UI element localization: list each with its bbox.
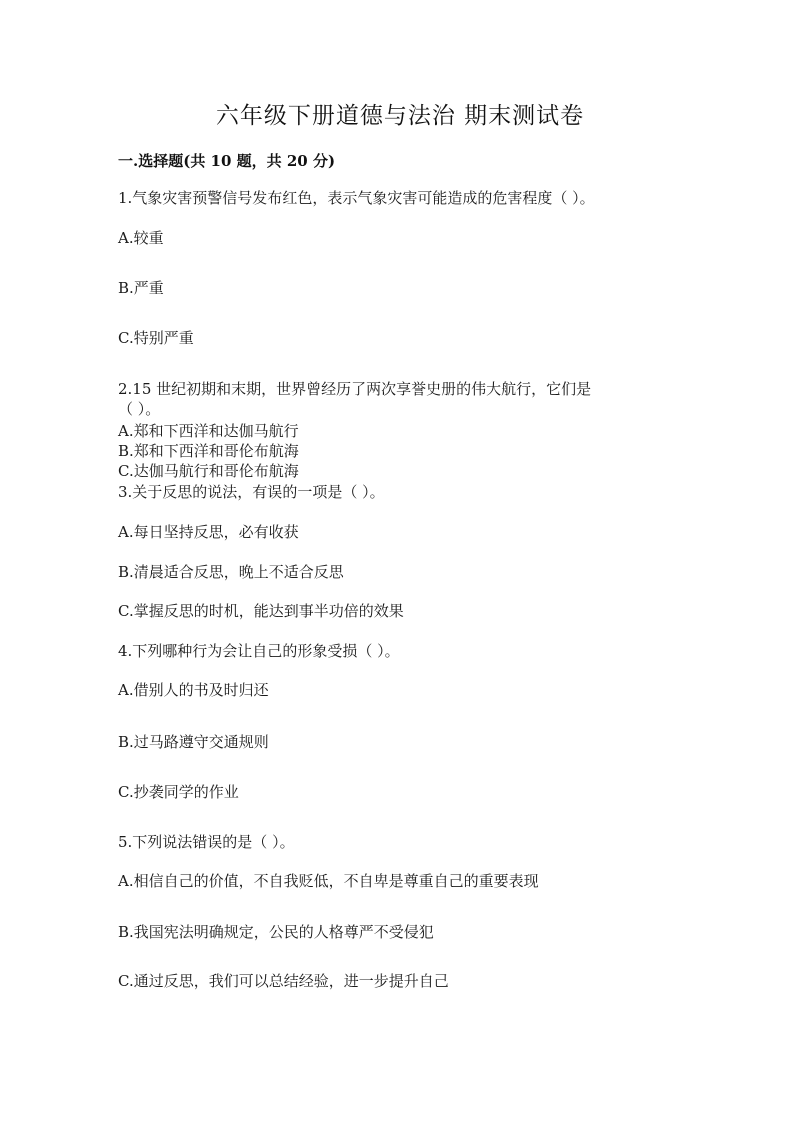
- question-5-option-c: C.通过反思，我们可以总结经验，进一步提升自己: [118, 972, 449, 990]
- question-stem-1: 1.气象灾害预警信号发布红色，表示气象灾害可能造成的危害程度（ ）。: [118, 189, 595, 207]
- question-1-option-c: C.特别严重: [118, 329, 194, 347]
- question-stem-4: 4.下列哪种行为会让自己的形象受损（ ）。: [118, 642, 400, 660]
- question-stem-2-continued: （ ）。: [118, 400, 161, 418]
- question-3-option-b: B.清晨适合反思，晚上不适合反思: [118, 563, 344, 581]
- question-2-option-c: C.达伽马航行和哥伦布航海: [118, 462, 299, 480]
- section-heading: 一.选择题(共 10 题，共 20 分): [118, 152, 336, 170]
- question-stem-5: 5.下列说法错误的是（ ）。: [118, 833, 295, 851]
- question-5-option-a: A.相信自己的价值，不自我贬低，不自卑是尊重自己的重要表现: [118, 872, 539, 890]
- question-stem-3: 3.关于反思的说法，有误的一项是（ ）。: [118, 483, 385, 501]
- question-1-option-b: B.严重: [118, 279, 164, 297]
- question-1-option-a: A.较重: [118, 229, 164, 247]
- page-title: 六年级下册道德与法治 期末测试卷: [215, 103, 585, 129]
- question-2-option-a: A.郑和下西洋和达伽马航行: [118, 422, 299, 440]
- question-4-option-a: A.借别人的书及时归还: [118, 681, 269, 699]
- question-stem-2: 2.15 世纪初期和末期，世界曾经历了两次享誉史册的伟大航行，它们是: [118, 380, 592, 398]
- question-3-option-a: A.每日坚持反思，必有收获: [118, 523, 299, 541]
- question-4-option-b: B.过马路遵守交通规则: [118, 733, 269, 751]
- question-5-option-b: B.我国宪法明确规定，公民的人格尊严不受侵犯: [118, 923, 434, 941]
- question-2-option-b: B.郑和下西洋和哥伦布航海: [118, 442, 299, 460]
- question-3-option-c: C.掌握反思的时机，能达到事半功倍的效果: [118, 602, 404, 620]
- question-4-option-c: C.抄袭同学的作业: [118, 783, 239, 801]
